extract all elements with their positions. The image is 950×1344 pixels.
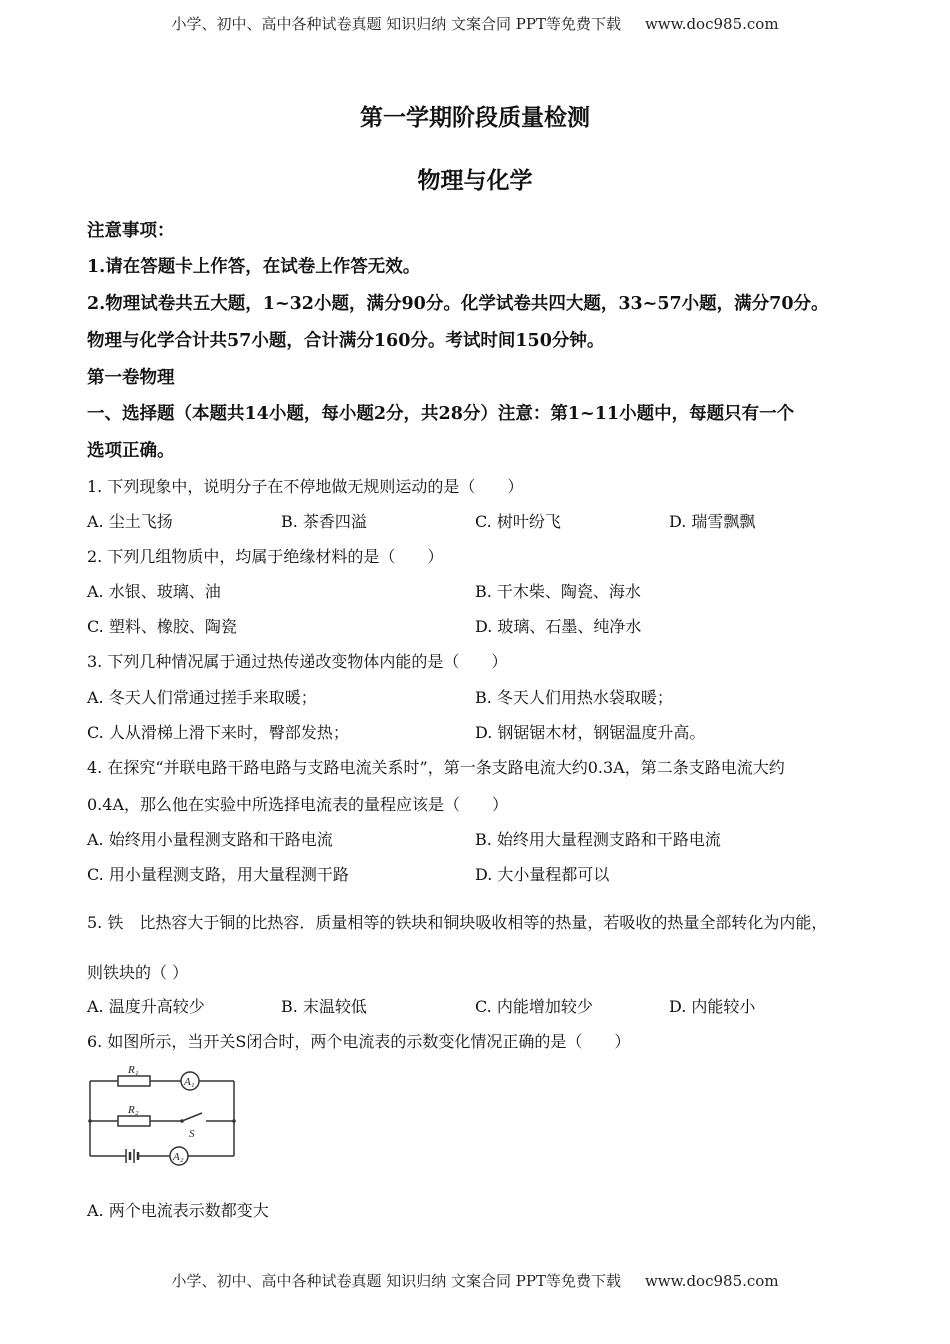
resistor-r2 — [118, 1116, 150, 1126]
part-heading-cont: 选项正确。 — [87, 441, 175, 461]
option: C. 树叶纷飞 — [475, 512, 561, 531]
footer-site-link[interactable]: www.doc985.com — [644, 1272, 779, 1290]
resistor-r1 — [118, 1076, 150, 1086]
question-stem: 1. 下列现象中，说明分子在不停地做无规则运动的是（ ） — [87, 477, 524, 496]
footer-text: 小学、初中、高中各种试卷真题 知识归纳 文案合同 PPT等免费下载 — [171, 1272, 621, 1290]
option: B. 干木柴、陶瓷、海水 — [475, 582, 641, 601]
part-heading: 一、选择题（本题共14小题，每小题2分，共28分）注意：第1~11小题中，每题只有一个 — [87, 404, 795, 424]
option: B. 冬天人们用热水袋取暖； — [475, 688, 673, 707]
page-footer — [0, 1270, 950, 1291]
page-subtitle: 物理与化学 — [417, 167, 533, 194]
question-stem: 6. 如图所示，当开关S闭合时，两个电流表的示数变化情况正确的是（ ） — [87, 1032, 631, 1051]
option: A. 温度升高较少 — [87, 997, 205, 1016]
page-header — [0, 13, 950, 34]
question-stem: 2. 下列几组物质中，均属于绝缘材料的是（ ） — [87, 547, 444, 566]
header-text: 小学、初中、高中各种试卷真题 知识归纳 文案合同 PPT等免费下载 — [171, 15, 621, 33]
switch-pivot — [180, 1119, 184, 1123]
switch-label: S — [189, 1128, 195, 1140]
option: C. 人从滑梯上滑下来时，臀部发热； — [87, 723, 349, 742]
note-item: 1.请在答题卡上作答，在试卷上作答无效。 — [87, 257, 421, 277]
option: D. 玻璃、石墨、纯净水 — [475, 617, 642, 636]
option: A. 冬天人们常通过搓手来取暖； — [87, 688, 317, 707]
option: B. 末温较低 — [281, 997, 367, 1016]
option: B. 始终用大量程测支路和干路电流 — [475, 830, 721, 849]
option: A. 两个电流表示数都变大 — [87, 1201, 269, 1220]
note-item: 2.物理试卷共五大题，1~32小题，满分90分。化学试卷共四大题，33~57小题，满分70分。 — [87, 294, 829, 314]
option: C. 内能增加较少 — [475, 997, 593, 1016]
question-stem: 5. 铁 比热容大于铜的比热容．质量相等的铁块和铜块吸收相等的热量，若吸收的热量全部转化为内能， — [87, 913, 828, 932]
option: D. 钢锯锯木材，钢锯温度升高。 — [475, 723, 706, 742]
option: A. 始终用小量程测支路和干路电流 — [87, 830, 333, 849]
battery — [126, 1149, 138, 1163]
option: C. 用小量程测支路，用大量程测干路 — [87, 865, 349, 884]
question-stem-cont: 0.4A，那么他在实验中所选择电流表的量程应该是（ ） — [87, 795, 509, 814]
r1-label: R₁ — [128, 1064, 139, 1076]
option: D. 大小量程都可以 — [475, 865, 610, 884]
question-stem-cont: 则铁块的（ ） — [87, 963, 189, 982]
notes-heading: 注意事项： — [87, 221, 175, 241]
option: D. 瑞雪飘飘 — [669, 512, 756, 531]
r2-label: R₂ — [128, 1104, 139, 1116]
option: A. 水银、玻璃、油 — [87, 582, 221, 601]
question-stem: 4. 在探究“并联电路干路电路与支路电流关系时”，第一条支路电流大约0.3A，第二条支路电流大约 — [87, 758, 785, 777]
option: A. 尘土飞扬 — [87, 512, 173, 531]
option: D. 内能较小 — [669, 997, 756, 1016]
a2-label: A₂ — [173, 1151, 184, 1163]
volume-heading: 第一卷物理 — [87, 368, 175, 388]
page-title: 第一学期阶段质量检测 — [360, 104, 590, 131]
question-stem: 3. 下列几种情况属于通过热传递改变物体内能的是（ ） — [87, 652, 508, 671]
option: C. 塑料、橡胶、陶瓷 — [87, 617, 237, 636]
header-site-link[interactable]: www.doc985.com — [644, 15, 779, 33]
a1-label: A₁ — [184, 1076, 195, 1088]
option: B. 茶香四溢 — [281, 512, 367, 531]
note-item: 物理与化学合计共57小题，合计满分160分。考试时间150分钟。 — [87, 331, 605, 351]
circuit-diagram — [86, 1063, 238, 1167]
